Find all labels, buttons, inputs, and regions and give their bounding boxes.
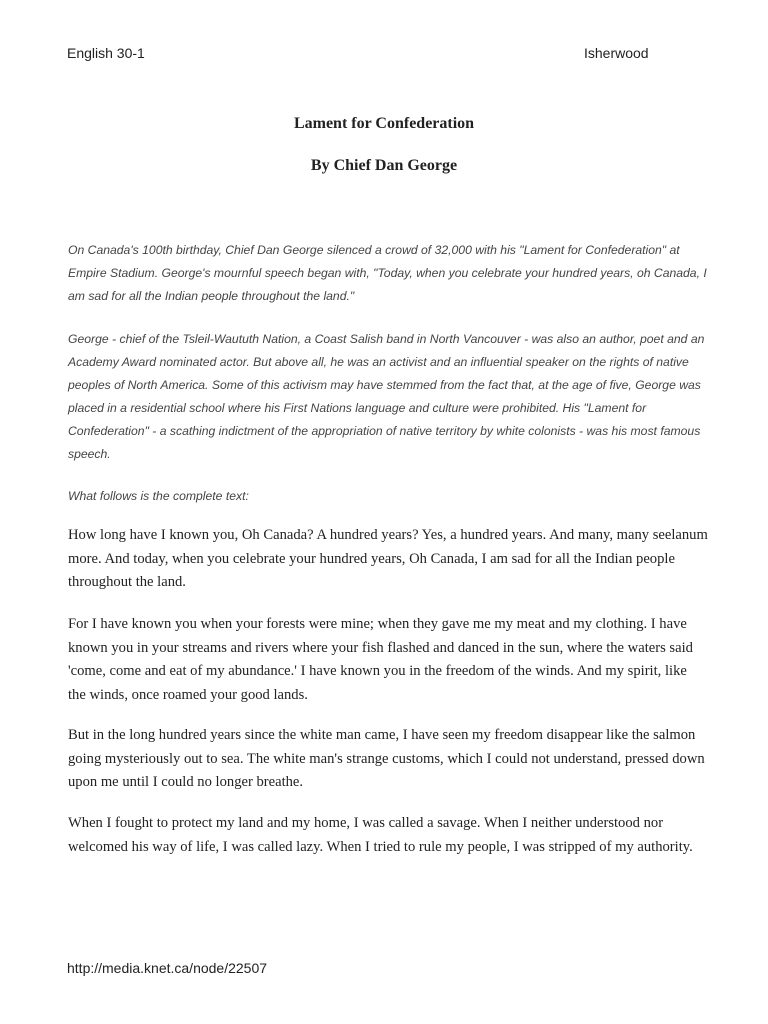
footer-source-url: http://media.knet.ca/node/22507 [67,960,268,976]
intro-paragraph-2: George - chief of the Tsleil-Waututh Nation, a Coast Salish band in North Vancouver - was also an author, poet and an Academy Award nominated actor. But above all, he was an activist and an influential speaker on the rights of native peoples of North America. Some of this activism may have stemmed from the fact that, at the age of five, George was placed in a residential school where his First Nations language and culture were prohibited. His "Lament for Confederation" - a scathing indictment of the appropriation of native territory by white colonists - was his most famous speech. [68,332,705,461]
header-course: English 30-1 [67,45,145,61]
intro-paragraph-3: What follows is the complete text: [68,489,249,503]
speech-paragraph-4: When I fought to protect my land and my home, I was called a savage. When I neither understood nor welcomed his way of life, I was called lazy. When I tried to rule my people, I was stripped of my authority. [68,815,693,855]
intro-paragraph-1: On Canada's 100th birthday, Chief Dan George silenced a crowd of 32,000 with his "Lament for Confederation" at Empire Stadium. George's mournful speech began with, "Today, when you celebrate your hundred years, oh Canada, I am sad for all the Indian people throughout the land." [68,243,707,303]
document-byline: By Chief Dan George [310,157,458,174]
header-author-name: Isherwood [584,45,649,61]
speech-paragraph-1: How long have I known you, Oh Canada? A hundred years? Yes, a hundred years. And many, many seelanum more. And today, when you celebrate your hundred years, Oh Canada, I am sad for all the Indian people throughout the land. [68,527,708,590]
document-title: Lament for Confederation [293,115,475,132]
speech-paragraph-3: But in the long hundred years since the white man came, I have seen my freedom disappear like the salmon going mysteriously out to sea. The white man's strange customs, which I could not understand, pressed down upon me until I could no longer breathe. [68,727,705,790]
speech-paragraph-2: For I have known you when your forests were mine; when they gave me my meat and my clothing. I have known you in your streams and rivers where your fish flashed and danced in the sun, where the waters said 'come, come and eat of my abundance.' I have known you in the freedom of the winds. And my spirit, like the winds, once roamed your good lands. [68,616,693,703]
